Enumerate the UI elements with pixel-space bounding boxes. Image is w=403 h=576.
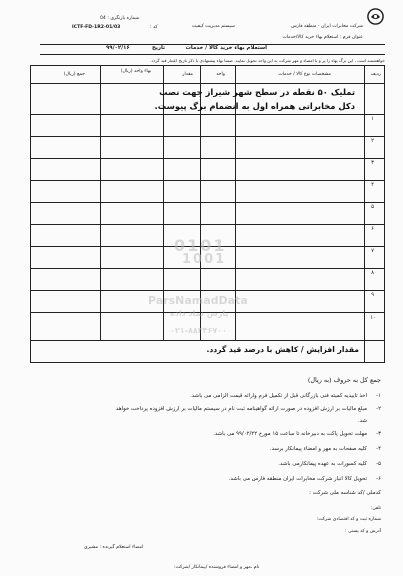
total-in-words-label: جمع کل به حروف (به ریال) (307, 376, 381, 384)
watermark-brand-fa: پارس نماد داده (170, 309, 229, 318)
condition-text: شد. (357, 418, 367, 424)
row-rule (30, 114, 385, 115)
row-rule (30, 268, 385, 269)
company-name: شرکت مخابرات ایران - منطقه فارس (291, 24, 363, 29)
column-header: ردیف (370, 72, 381, 77)
col-divider (364, 65, 365, 363)
condition-text: مبلغ مالیات بر ارزش افزوده در صورت ارائه گواهینامه ثبت نام در سیستم مالیات بر ارزش افزوده پرداخت خواهد (115, 406, 367, 412)
inquirer-signature: امضاء استعلام گیرنده : مشیری (84, 545, 144, 550)
watermark-phone: ۰۲۱-۸۸۳۴۶۷۰۰ (170, 326, 228, 335)
company-logo (367, 8, 384, 25)
row-rule (30, 290, 385, 291)
column-header: بهاء واحد (ریال) (120, 69, 152, 74)
form-title: عنوان فرم : استعلام بهاء خرید کالا/خدمات (282, 35, 363, 40)
row-number: ۷ (371, 248, 374, 254)
condition-number: ۴- (376, 446, 381, 452)
column-header: جمع (ریال) (63, 72, 85, 77)
condition-number: ۳- (376, 431, 381, 437)
economic-code-field: شماره ثبت و کد اقتصادی شرکت: (316, 517, 381, 522)
condition-text: اخذ تاییدیه کمیته فنی بازرگانی قبل از تکمیل فرم وارائه قیمت الزامی می باشد. (190, 393, 367, 399)
row-number: ۸ (371, 270, 374, 276)
row-number: ۹ (371, 292, 374, 298)
watermark-brand: ParsNamadData (148, 294, 248, 307)
registration-number: شماره بازنگری : 04 (100, 16, 140, 21)
row-rule (30, 340, 385, 341)
column-header: مقدار (182, 72, 193, 77)
condition-text: تحویل کالا انبار شرکت مخابرات ایران منطقه فارس می باشد. (228, 476, 367, 482)
title-rule-bottom (40, 54, 385, 55)
national-id-field: کدملی /کد شناسه ملی شرکت : (309, 490, 381, 496)
watermark-number-2: 1001 (182, 252, 227, 267)
condition-text: کلیه کسورات به عهده پیمانکارمی باشد. (278, 461, 367, 467)
row-number: ۵ (371, 204, 374, 210)
row-number: ۲ (371, 138, 374, 144)
row-number: ۳ (371, 160, 374, 166)
item-description-line1: تملیک ۵۰ نقطه در سطح شهر شیراز جهت نصب (159, 87, 355, 97)
date-label: تاریخ (152, 45, 166, 51)
date-value: ۹۹/۰۲/۱۶ (106, 45, 130, 51)
condition-text: کلیه صفحات به مهر و امضاء پیمانکار برسد. (269, 446, 367, 452)
header-row-rule (30, 83, 385, 84)
row-number: ۱ (371, 116, 374, 122)
row-rule (30, 158, 385, 159)
row-rule (30, 180, 385, 181)
inquiry-title: استعلام بهاء خرید کالا / خدمات (185, 45, 267, 51)
row-number: ۶ (371, 226, 374, 232)
column-header: مشخصات نوع کالا / خدمات (278, 72, 331, 77)
code-value: ICTF-FD-1R2-01/03 (72, 25, 121, 30)
row-rule (30, 224, 385, 225)
code-label: کد : (150, 25, 158, 30)
seller-signature-field: نام ،مهر و امضاء فروشنده /پیمانکار /شرکت: (174, 565, 260, 570)
row-number: ۱۰ (370, 315, 376, 321)
increase-decrease-note: مقدار افزایش / کاهش با درصد قید گردد. (206, 345, 359, 354)
watermark-number: 0101 (174, 236, 227, 255)
row-rule (30, 136, 385, 137)
row-rule (30, 202, 385, 203)
row-number: ۴ (371, 182, 374, 188)
item-description-line2: دکل مخابراتی همراه اول به انضمام برگ پیوست. (154, 101, 355, 111)
condition-text: مهلت تحویل پاکت به دبیرخانه تا ساعت ۱۵ مورخ ۹۹/۰۲/۲۲ می باشد. (213, 431, 367, 437)
intro-text: خواهشمند است ، این برگ بهاء را پر و با امضاء و مهر شرکت به این واحد تحویل نمایید. ضمنا بهاء پیشنهادی با ذکر تاریخ اعتبار قید گردد. (150, 58, 385, 63)
address-field: آدرس و کد پستی : (345, 529, 381, 534)
phone-field: تلفن: (370, 506, 381, 511)
condition-number: ۶- (376, 476, 381, 482)
condition-number: ۱- (376, 393, 381, 399)
condition-number: ۲- (376, 406, 381, 412)
column-header: واحد (216, 72, 225, 77)
system-name: سیستم مدیریت کیفیت (192, 24, 235, 29)
condition-number: ۵- (376, 461, 381, 467)
